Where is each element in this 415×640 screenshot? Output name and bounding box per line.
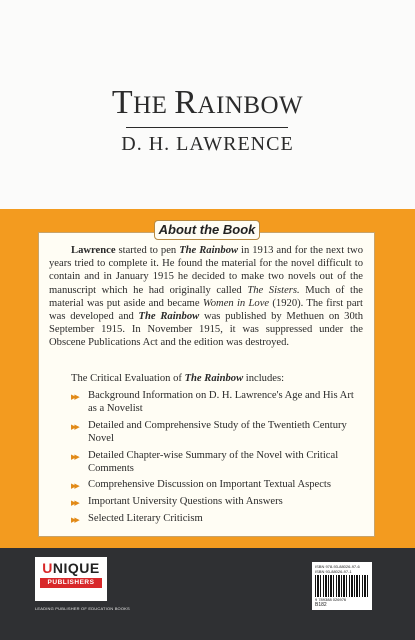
double-chevron-bullet-icon: ▶▶ — [71, 393, 78, 401]
list-item: ▶▶ Background Information on D. H. Lawrence's Age and His Art as a Novelist — [71, 390, 354, 415]
isbn-10: ISBN 93-88026-97-1 — [315, 569, 352, 574]
isbn-13: ISBN 978-93-88026-97-6 — [315, 564, 360, 569]
list-item: ▶▶ Selected Literary Criticism — [71, 512, 361, 525]
list-intro: The Critical Evaluation of The Rainbow includes: — [71, 373, 285, 384]
isbn-block — [312, 562, 372, 610]
book-code: B182 — [315, 602, 327, 608]
list-item: ▶▶ Detailed Chapter-wise Summary of the Novel with Critical Comments — [71, 449, 339, 474]
double-chevron-bullet-icon: ▶▶ — [71, 515, 78, 524]
publisher-logo — [35, 557, 107, 601]
logo-subtitle: PUBLISHERS — [40, 578, 102, 588]
barcode-number: 9 789388 026976 — [315, 597, 347, 602]
title-divider — [126, 127, 288, 128]
double-chevron-bullet-icon: ▶▶ — [71, 482, 78, 491]
barcode — [315, 575, 369, 597]
logo-wordmark: UNIQUE — [42, 560, 100, 576]
about-heading: About the Book — [154, 220, 260, 240]
double-chevron-bullet-icon: ▶▶ — [71, 498, 78, 507]
synopsis-paragraph: Lawrence started to pen The Rainbow in 1913 and for the next two years tried to complete it. He found the material for the novel difficult to contain and in January 1915 he decided to make two novels out of the manuscript which he had originally called The Sisters. Much of the material was put aside and became Women in Love (1920). The first part was developed and The Rainbow was published by Methuen on 30th September 1915. In November 1915, it was suppressed under the Obscene Publications Act and the edition was destroyed. — [49, 245, 363, 349]
double-chevron-bullet-icon: ▶▶ — [71, 422, 78, 431]
contents-list — [71, 389, 361, 528]
list-item: ▶▶ Detailed and Comprehensive Study of the Twentieth Century Novel — [71, 419, 347, 444]
author-name: D. H. LAWRENCE — [121, 133, 294, 155]
list-item: ▶▶ Important University Questions with Answers — [71, 495, 361, 508]
publisher-tagline: LEADING PUBLISHER OF EDUCATION BOOKS — [35, 606, 130, 611]
book-title: THE RAINBOW — [111, 84, 304, 121]
list-item: ▶▶ Comprehensive Discussion on Important Textual Aspects — [71, 478, 361, 491]
double-chevron-bullet-icon: ▶▶ — [71, 452, 78, 461]
